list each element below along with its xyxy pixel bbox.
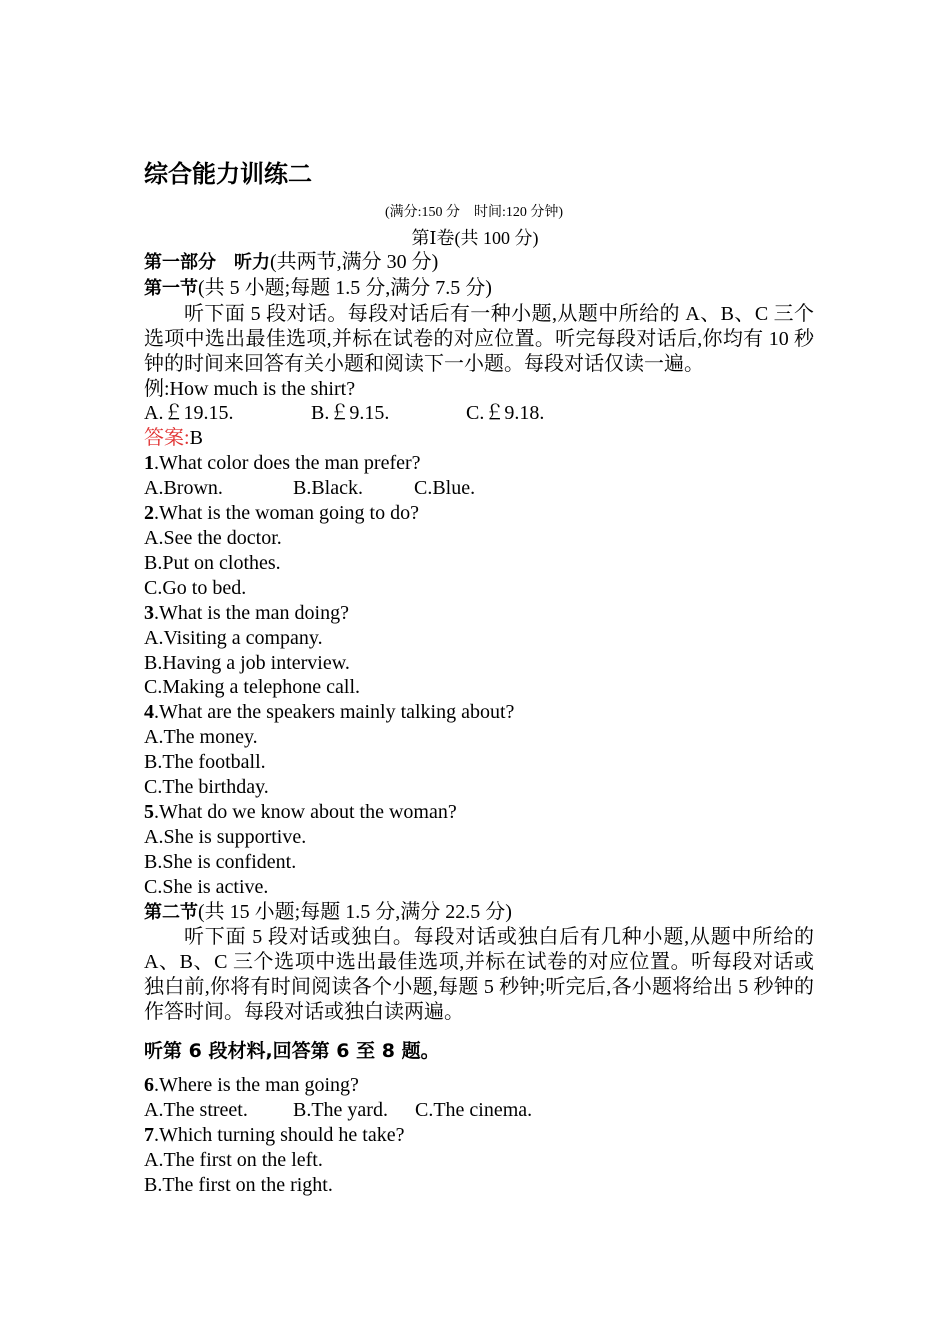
question-number: 2 (144, 502, 154, 525)
question-text: .What are the speakers mainly talking about? (154, 701, 515, 724)
option-b: B.The yard. (293, 1099, 388, 1121)
option-c: C.The birthday. (144, 776, 269, 799)
question-6 (144, 1073, 814, 1098)
question-text: .What do we know about the woman? (154, 800, 457, 823)
question-text: .What color does the man prefer? (154, 452, 421, 475)
option-c: C.She is active. (144, 875, 269, 898)
question-number: 6 (144, 1074, 154, 1097)
part1-heading (144, 250, 814, 276)
example-option-b: B.￡9.15. (311, 402, 390, 425)
sec1-instructions: 听下面 5 段对话。每段对话后有一种小题,从题中所给的 A、B、C 三个选项中选出最佳选项,并标在试卷的对应位置。听完每段对话后,你均有 10 秒钟的时间来回答有关小题和阅读下一小题。每段对话仅读一遍。 (144, 302, 814, 375)
question-1-options (144, 476, 814, 501)
material-6-heading: 听第 6 段材料,回答第 6 至 8 题。 (144, 1040, 440, 1063)
sec1-heading (144, 276, 814, 302)
question-number: 1 (144, 452, 154, 475)
document-page (144, 150, 814, 1198)
answer-label: 答案: (144, 427, 190, 450)
question-text: .What is the woman going to do? (154, 502, 419, 525)
option-b: B.Black. (293, 477, 363, 500)
question-4 (144, 700, 814, 725)
option-b: B.Put on clothes. (144, 551, 281, 574)
option-a: A.The first on the left. (144, 1148, 323, 1171)
example-answer (144, 426, 814, 451)
option-a: A.The street. (144, 1099, 248, 1121)
option-c: C.Making a telephone call. (144, 676, 361, 699)
question-text: .What is the man doing? (154, 601, 349, 624)
option-a: A.She is supportive. (144, 825, 307, 848)
option-a: A.Brown. (144, 477, 223, 500)
question-text: .Where is the man going? (154, 1074, 359, 1097)
option-a: A.See the doctor. (144, 526, 282, 549)
part1-scoring: (共两节,满分 30 分) (270, 251, 439, 273)
option-a: A.Visiting a company. (144, 626, 323, 649)
example-options (144, 401, 814, 426)
document-title: 综合能力训练二 (144, 160, 312, 188)
question-number: 7 (144, 1123, 154, 1146)
option-c: C.The cinema. (415, 1099, 533, 1121)
sec1-scoring: (共 5 小题;每题 1.5 分,满分 7.5 分) (198, 276, 492, 299)
example-option-a: A.￡19.15. (144, 402, 234, 425)
sec2-scoring: (共 15 小题;每题 1.5 分,满分 22.5 分) (198, 900, 512, 923)
option-b: B.The football. (144, 751, 266, 774)
example-option-c: C.￡9.18. (466, 402, 545, 425)
sec2-heading (144, 900, 814, 926)
answer-value: B (189, 427, 203, 450)
question-number: 5 (144, 800, 154, 823)
sec2-instructions: 听下面 5 段对话或独白。每段对话或独白后有几种小题,从题中所给的 A、B、C 三个选项中选出最佳选项,并标在试卷的对应位置。听每段对话或独白前,你将有时间阅读各个小题,每题 5 秒钟;听完后,各小题将给出 5 秒钟的作答时间。每段对话或独白读两遍。 (144, 926, 814, 1024)
option-c: C.Go to bed. (144, 576, 247, 599)
option-b: B.The first on the right. (144, 1173, 333, 1196)
question-1 (144, 451, 814, 476)
question-7 (144, 1123, 814, 1148)
option-b: B.Having a job interview. (144, 651, 350, 674)
score-time-info: (满分:150 分 时间:120 分钟) (384, 205, 564, 220)
option-b: B.She is confident. (144, 850, 297, 873)
volume-heading: 第Ⅰ卷(共 100 分) (411, 228, 539, 248)
sec2-title: 第二节 (144, 901, 198, 923)
question-3 (144, 601, 814, 626)
option-c: C.Blue. (414, 477, 476, 500)
question-number: 4 (144, 701, 154, 724)
sec1-title: 第一节 (144, 277, 198, 299)
example-question: 例:How much is the shirt? (144, 377, 356, 400)
part1-title: 第一部分 听力 (144, 252, 270, 273)
question-text: .Which turning should he take? (154, 1123, 405, 1146)
question-5 (144, 800, 814, 825)
question-6-options (144, 1098, 814, 1123)
question-2 (144, 501, 814, 526)
question-number: 3 (144, 601, 154, 624)
option-a: A.The money. (144, 726, 258, 749)
